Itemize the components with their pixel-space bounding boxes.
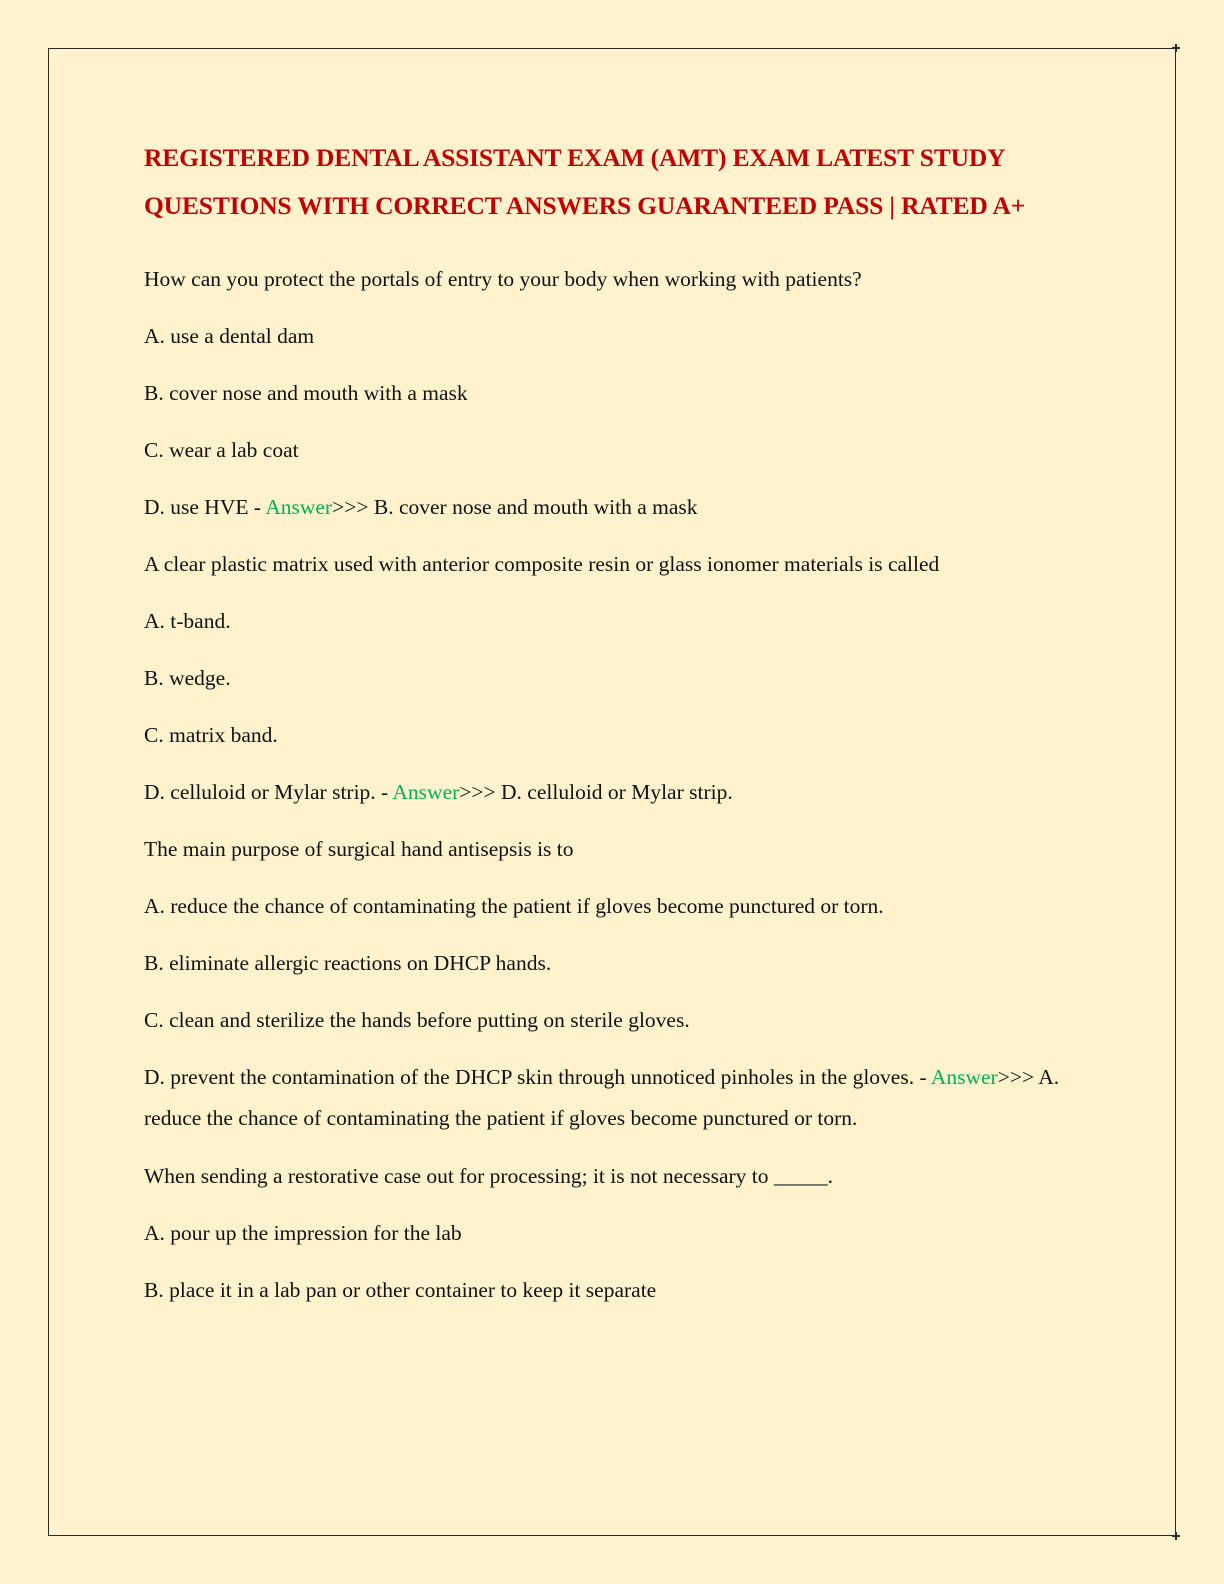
q3-option-d: D. prevent the contamination of the DHCP skin through unnoticed pinholes in the gloves. - [144,1065,931,1089]
q3-option-b: B. eliminate allergic reactions on DHCP hands. [144,951,552,975]
q3-option-d-with-answer [144,1057,1084,1139]
q1-option-c: C. wear a lab coat [144,438,299,462]
q1-option-a: A. use a dental dam [144,324,315,348]
border-corner-mark [1172,1535,1180,1537]
answer-label: Answer [930,1065,998,1089]
q1-option-d: D. use HVE - [144,495,266,519]
q2-option-b: B. wedge. [144,666,231,690]
q4-option-a: A. pour up the impression for the lab [144,1221,462,1245]
document-body [144,134,1084,1334]
document-title: REGISTERED DENTAL ASSISTANT EXAM (AMT) EXAM LATEST STUDY QUESTIONS WITH CORRECT ANSWERS GUARANTEED PASS | RATED A+ [144,143,1026,220]
q2-option-c: C. matrix band. [144,723,278,747]
q2-answer: >>> D. celluloid or Mylar strip. [459,780,733,804]
question-2: A clear plastic matrix used with anterior composite resin or glass ionomer materials is called [144,552,940,576]
q2-option-a: A. t-band. [144,609,231,633]
q4-option-b: B. place it in a lab pan or other container to keep it separate [144,1278,657,1302]
question-3: The main purpose of surgical hand antisepsis is to [144,837,574,861]
answer-label: Answer [392,780,460,804]
q2-option-d: D. celluloid or Mylar strip. - [144,780,393,804]
q3-option-a: A. reduce the chance of contaminating the patient if gloves become punctured or torn. [144,894,884,918]
q2-option-d-with-answer [144,779,1084,805]
q1-answer: >>> B. cover nose and mouth with a mask [332,495,698,519]
q3-option-c: C. clean and sterilize the hands before putting on sterile gloves. [144,1008,690,1032]
answer-label: Answer [265,495,333,519]
q3-answer: >>> A. reduce the chance of contaminating the patient if gloves become punctured or torn. [144,1065,1060,1130]
q1-option-d-with-answer [144,494,1084,520]
question-1: How can you protect the portals of entry to your body when working with patients? [144,267,862,291]
q1-option-b: B. cover nose and mouth with a mask [144,381,468,405]
border-corner-mark [1172,47,1180,49]
question-4: When sending a restorative case out for processing; it is not necessary to _____. [144,1164,834,1188]
